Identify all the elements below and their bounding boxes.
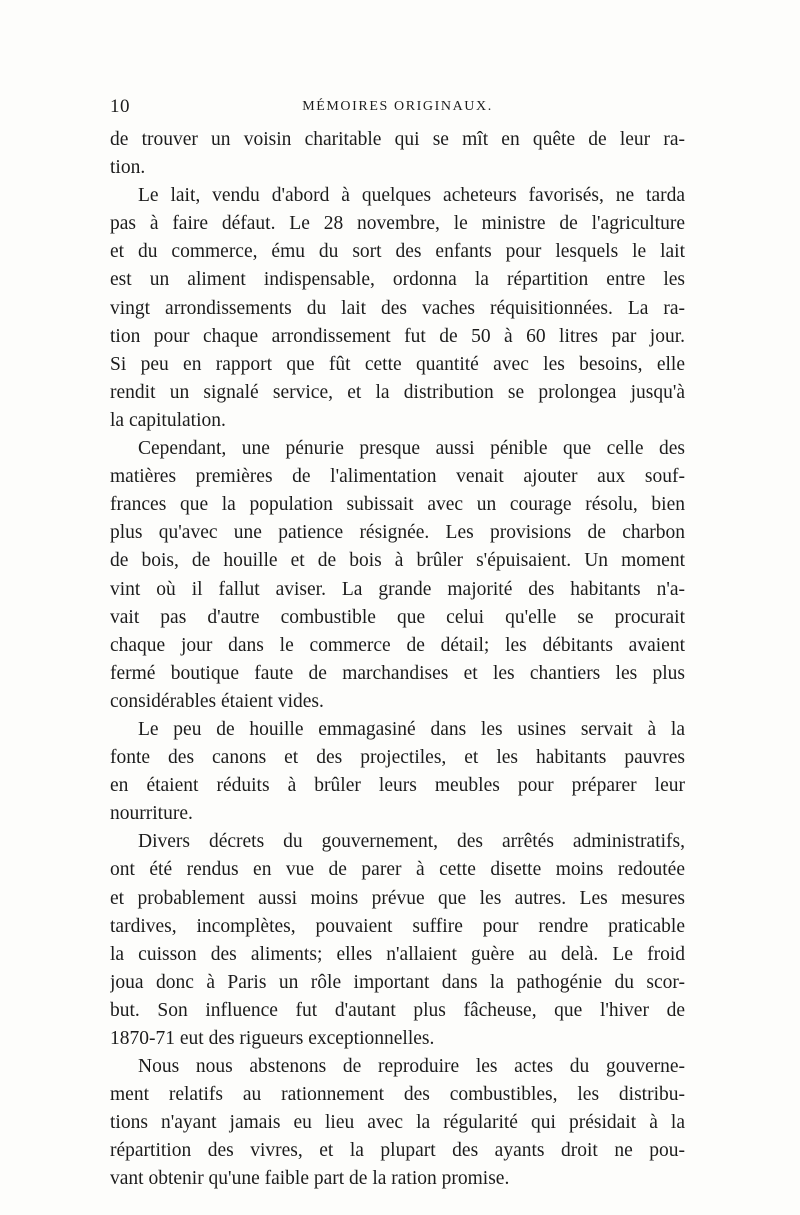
text-line: plus qu'avec une patience résignée. Les provisions de charbon — [110, 522, 685, 544]
text-line: tardives, incomplètes, pouvaient suffire pour rendre praticable — [110, 915, 685, 937]
text-line: Le lait, vendu d'abord à quelques acheteurs favorisés, ne tarda — [138, 185, 685, 207]
text-line: Le peu de houille emmagasiné dans les usines servait à la — [138, 718, 685, 740]
text-line: la capitulation. — [110, 409, 226, 431]
text-line: vint où il fallut aviser. La grande majorité des habitants n'a- — [110, 578, 685, 600]
text-line: ont été rendus en vue de parer à cette disette moins redoutée — [110, 859, 685, 881]
page-header — [110, 96, 685, 122]
text-line: tion pour chaque arrondissement fut de 50 à 60 litres par jour. — [110, 325, 685, 347]
text-line: rendit un signalé service, et la distribution se prolongea jusqu'à — [110, 381, 685, 403]
text-line: nourriture. — [110, 803, 193, 825]
text-line: Cependant, une pénurie presque aussi pénible que celle des — [138, 438, 685, 460]
text-line: Nous nous abstenons de reproduire les actes du gouverne- — [138, 1056, 685, 1078]
text-line: frances que la population subissait avec un courage résolu, bien — [110, 494, 685, 516]
text-line: tion. — [110, 157, 146, 179]
text-line: vingt arrondissements du lait des vaches réquisitionnées. La ra- — [110, 297, 685, 319]
text-line: de bois, de houille et de bois à brûler s'épuisaient. Un moment — [110, 550, 685, 572]
text-line: fonte des canons et des projectiles, et les habitants pauvres — [110, 747, 685, 769]
body-text — [110, 126, 685, 1194]
text-line: Si peu en rapport que fût cette quantité avec les besoins, elle — [110, 353, 685, 375]
text-line: chaque jour dans le commerce de détail; les débitants avaient — [110, 634, 685, 656]
text-line: considérables étaient vides. — [110, 690, 324, 712]
text-line: et probablement aussi moins prévue que les autres. Les mesures — [110, 887, 685, 909]
text-line: vait pas d'autre combustible que celui qu'elle se procurait — [110, 606, 685, 628]
text-line: matières premières de l'alimentation venait ajouter aux souf- — [110, 466, 685, 488]
text-line: et du commerce, ému du sort des enfants pour lesquels le lait — [110, 241, 685, 263]
text-line: pas à faire défaut. Le 28 novembre, le ministre de l'agriculture — [110, 213, 685, 235]
running-head: MÉMOIRES ORIGINAUX. — [302, 99, 493, 114]
text-line: répartition des vivres, et la plupart des ayants droit ne pou- — [110, 1140, 685, 1162]
text-line: ment relatifs au rationnement des combustibles, les distribu- — [110, 1084, 685, 1106]
text-line: en étaient réduits à brûler leurs meubles pour préparer leur — [110, 775, 685, 797]
text-line: 1870-71 eut des rigueurs exceptionnelles. — [110, 1028, 435, 1049]
text-line: fermé boutique faute de marchandises et les chantiers les plus — [110, 662, 685, 684]
text-line: Divers décrets du gouvernement, des arrêtés administratifs, — [138, 831, 685, 853]
page-number: 10 — [110, 96, 130, 117]
text-line: est un aliment indispensable, ordonna la répartition entre les — [110, 269, 685, 291]
text-line: vant obtenir qu'une faible part de la ration promise. — [110, 1168, 510, 1190]
text-line: joua donc à Paris un rôle important dans la pathogénie du scor- — [110, 971, 685, 993]
text-line: tions n'ayant jamais eu lieu avec la régularité qui présidait à la — [110, 1112, 685, 1134]
text-line: de trouver un voisin charitable qui se mît en quête de leur ra- — [110, 129, 685, 150]
text-line: la cuisson des aliments; elles n'allaient guère au delà. Le froid — [110, 943, 685, 965]
text-line: but. Son influence fut d'autant plus fâcheuse, que l'hiver de — [110, 999, 685, 1021]
